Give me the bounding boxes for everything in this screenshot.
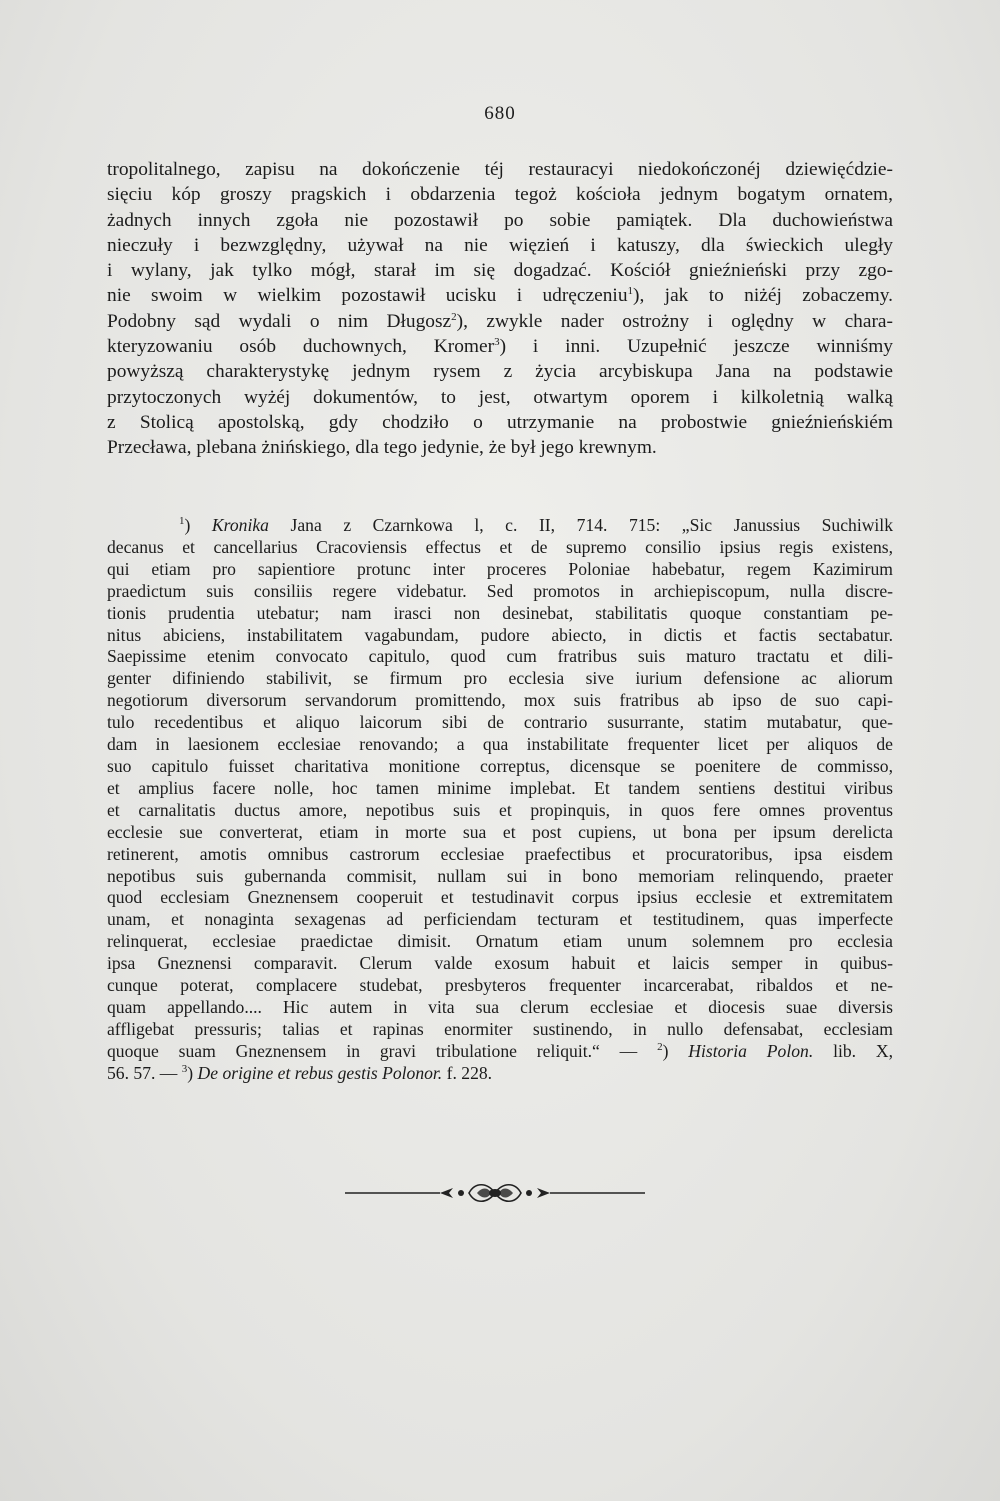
text-segment: quoque suam Gneznensem in gravi tribulatione reliquit.“ — [107,1040,658,1061]
footnote-mark: 1 [179,515,185,527]
footnote-ref: 3 [494,336,500,349]
text-line: przytoczonych wyżéj dokumentów, to jest, otwartym oporem i kilkoletnią walką [107,386,893,408]
footnote-line: nepotibus suis gubernanda commisit, nullam sui in bono memoriam relinquendo, praeter [107,865,893,886]
text-segment: f. 228. [442,1062,493,1083]
text-line: nieczuły i bezwzględny, używał na nie więzień i katuszy, dla świeckich uległy [107,234,893,256]
text-segment: lib. X, [813,1040,893,1061]
footnote-line: qui etiam pro sapientiore protunc inter proceres Poloniae habebatur, regem Kazimirum [107,558,893,579]
text-segment: ) i inni. Uzupełnić jeszcze winniśmy [499,336,893,358]
footnote-line: dam in laesionem ecclesiae renovando; a qua instabilitate frequenter licet per aliquos de [107,734,893,755]
footnote-line: et carnalitatis ductus amore, nepotibus suis et propinquis, in quos fere omnes proventus [107,799,893,820]
footnote-line: et amplius facere nolle, hoc tamen minime implebat. Et tandem sentiens destitui viribus [107,777,893,798]
footnote-line: ipsa Gneznensi comparavit. Clerum valde exosum habuit et laicis semper in quibus- [107,953,893,974]
text-segment: Jana z Czarnkowa l, c. II, 714. 715: „Sic Janussius Suchiwilk [268,515,893,535]
footnote-line [107,1063,893,1085]
footnote-line: tulo recedentibus et aliquo laicorum sibi de contrario susurrante, statim mutabatur, que- [107,712,893,733]
cited-title: Kronika [211,515,269,535]
text-segment: ), zwykle nader ostrożny i oględny w chara- [456,310,893,332]
footnote-line: quam appellando.... Hic autem in vita sua clerum ecclesiae et diocesis suae diversis [107,996,893,1017]
footnote-mark: 2 [657,1040,663,1053]
footnote-line: negotiorum diversorum servandorum promittendo, mox suis fratribus ab ipso de suo capi- [107,690,893,711]
text-line: sięciu kóp groszy pragskich i obdarzenia tegoż kościoła jednym bogatym ornatem, [107,184,893,206]
text-line [107,334,893,359]
text-line [107,283,893,308]
ornament-divider [345,1178,645,1208]
text-line: żadnych innych zgoła nie pozostawił po sobie pamiątek. Dla duchowieństwa [107,209,893,231]
footnote-line [107,1041,893,1063]
footnote-line: unam, et nonaginta sexagenas ad perficiendam tecturam et testitudinem, quas imperfecte [107,909,893,930]
footnote-line: affligebat pressuris; talias et rapinas enormiter sustinendo, in nullo defensabat, ecclesiam [107,1018,893,1039]
footnote-line: relinquerat, ecclesiae praedictae dimisit. Ornatum etiam unum solemnem pro ecclesia [107,931,893,952]
footnote-line: suo capitulo fuisset charitativa monitione correptus, dicensque se poenitere de commisso, [107,755,893,776]
text-segment: nie swoim w wielkim pozostawił ucisku i udręczeniu [107,285,628,307]
footnote-line: ecclesie sue converterat, etiam in morte sua et post cupiens, ut bona per ipsum derelicta [107,821,893,842]
footnote-line: decanus et cancellarius Cracoviensis effectus et de supremo consilio ipsius regis existens, [107,536,893,557]
text-segment: kteryzowaniu osób duchownych, Kromer [107,336,495,358]
footnote-line: tionis prudentia utebatur; nam irasci non desinebat, stabilitatis quoque constantiam pe- [107,602,893,623]
page-number: 680 [484,103,516,124]
text-line [107,309,893,334]
cited-title: De origine et rebus gestis Polonor. [197,1062,443,1083]
text-segment: 56. 57. — [107,1062,182,1083]
footnote-ref: 1 [627,285,634,298]
footnote-line: cunque poterat, complacere studebat, presbyteros frequenter incarcerabat, ribaldos et ne- [107,975,893,996]
text-segment: ) [184,515,212,535]
text-line: powyższą charakterystykę jednym rysem z życia arcybiskupa Jana na podstawie [107,361,893,383]
footnote-line: retinerent, amotis omnibus castrorum ecclesiae praefectibus et procuratoribus, ipsa eisdem [107,843,893,864]
text-segment: ), jak to niżéj zobaczemy. [633,285,893,307]
text-segment: ) [187,1062,198,1083]
footnote-line: praedictum suis consiliis regere videbatur. Sed promotos in archiepiscopum, nulla discre- [107,580,893,601]
text-line: Przecława, plebana żnińskiego, dla tego jedynie, że był jego krewnym. [107,437,657,459]
footnotes-block [107,515,893,1085]
main-text-body [107,157,893,461]
footnote-mark: 3 [181,1062,188,1075]
footnote-line [107,515,893,537]
text-line: z Stolicą apostolską, gdy chodziło o utrzymanie na probostwie gnieźnieńskiém [107,411,893,433]
text-line: i wylany, jak tylko mógł, starał im się dogadzać. Kościół gnieźnieński przy zgo- [107,260,893,282]
footnote-line: Saepissime etenim convocato capitulo, quod cum fratribus suis maturo tractatu et dili- [107,646,893,667]
cited-title: Historia Polon. [688,1040,814,1061]
footnote-line: nitus abiciens, instabilitatem vagabundam, pudore abiecto, in dictis et factis sectabatur. [107,624,893,645]
footnote-ref: 2 [451,310,457,323]
footnote-line: quod ecclesiam Gneznensem cooperuit et testudinavit corpus ipsius ecclesie et extremitatem [107,887,893,908]
text-segment: ) [662,1040,689,1061]
text-segment: Podobny sąd wydali o nim Długosz [107,310,452,332]
text-line: tropolitalnego, zapisu na dokończenie téj restauracyi niedokończonéj dziewięćdzie- [107,159,893,180]
footnote-line: genter difiniendo stabilivit, se firmum pro ecclesia sive iurium defensione ac aliorum [107,668,893,689]
